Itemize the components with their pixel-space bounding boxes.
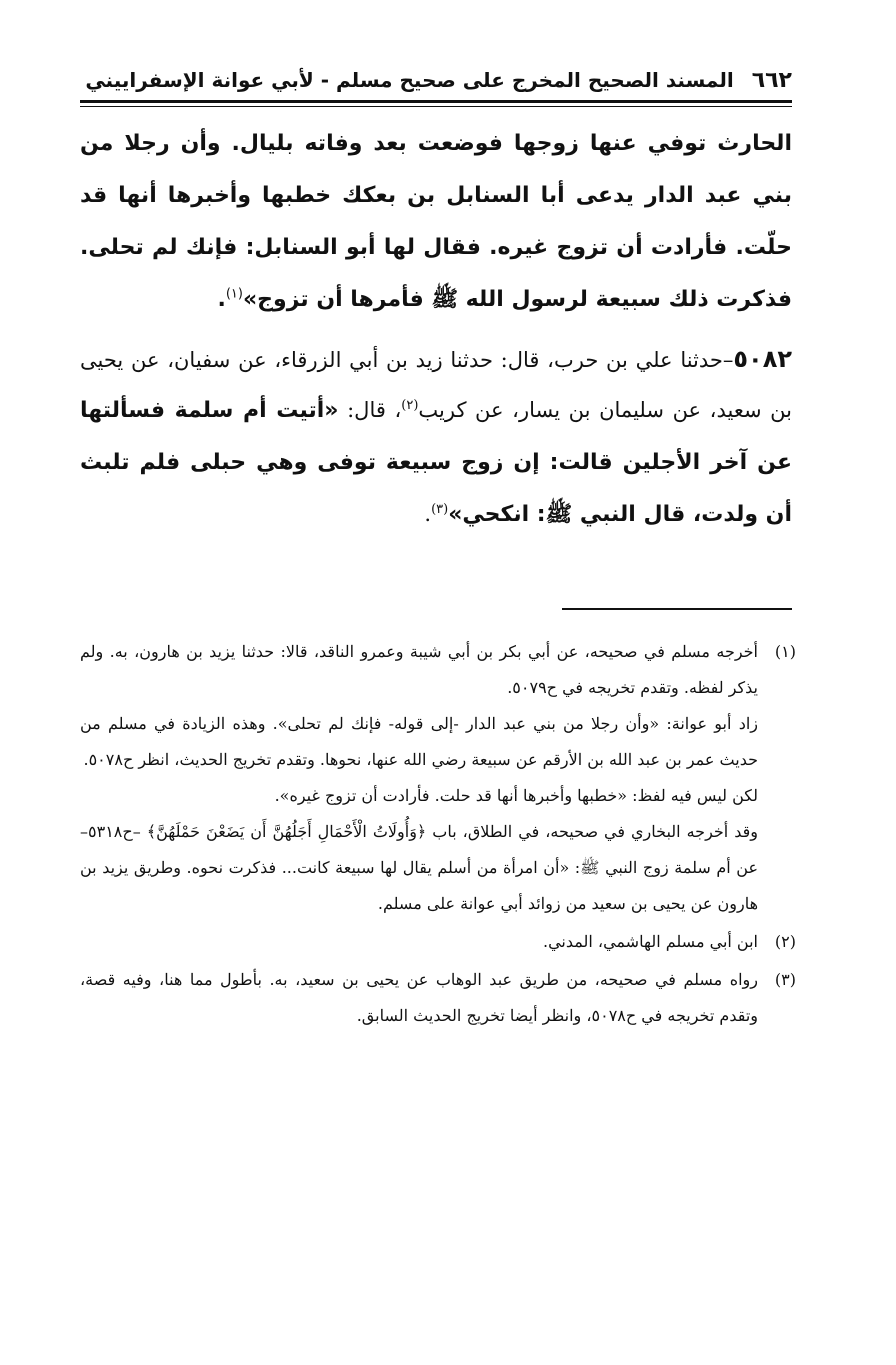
- footnote-ref-1: (١): [225, 286, 243, 302]
- footnote-body: [80, 924, 758, 960]
- footnote-paragraph: رواه مسلم في صحيحه، من طريق عبد الوهاب عن يحيى بن سعيد، به. بأطول مما هنا، وفيه قصة، وتقدم تخريجه في ح٥٠٧٨، وانظر أيضا تخريج الحديث السابق.: [80, 970, 759, 1025]
- footnote-number: (١): [774, 642, 796, 661]
- footnote-number: (٢): [774, 932, 796, 951]
- footnote-ref-3: (٣): [431, 502, 449, 517]
- footnote-separator: [562, 608, 792, 610]
- footnote-paragraph: لكن ليس فيه لفظ: «خطبها وأخبرها أنها قد حلت. فأرادت أن تزوج غيره».: [274, 786, 758, 805]
- footnote-paragraph: زاد أبو عوانة: «وأن رجلا من بني عبد الدار -إلى قوله- فإنك لم تحلى». وهذه الزيادة في مسلم من حديث عمر بن عبد الله بن الأرقم عن سبيعة رضي الله عنها، نحوها. وتقدم تخريج الحديث، انظر ح٥٠٧٨.: [80, 714, 758, 769]
- book-title: المسند الصحيح المخرج على صحيح مسلم - لأبي عوانة الإسفراييني: [85, 68, 734, 92]
- continuation-text: الحارث توفي عنها زوجها فوضعت بعد وفاته بليال. وأن رجلا من بني عبد الدار يدعى أبا السنابل بن بعكك خطبها وأخبرها أنها قد حلّت. فأرادت أن تزوج غيره. فقال لها أبو السنابل: فإنك لم تحلى. فذكرت ذلك سبيعة لرسول الله ﷺ فأمرها أن تزوج»: [80, 131, 792, 312]
- continuation-end: .: [217, 287, 226, 312]
- continuation-paragraph: [80, 118, 792, 326]
- main-text: [80, 118, 792, 541]
- footnote-ref-2: (٢): [401, 398, 419, 413]
- hadith-number: ٥٠٨٢: [733, 345, 792, 373]
- footnote-paragraph: وقد أخرجه البخاري في صحيحه، في الطلاق، باب ﴿وَأُولَاتُ الْأَحْمَالِ أَجَلُهُنَّ أَن يَضَعْنَ حَمْلَهُنَّ﴾ –ح٥٣١٨– عن أم سلمة زوج النبي ﷺ: «أن امرأة من أسلم يقال لها سبيعة كانت... فذكرت نحوه. وطريق يزيد بن هارون عن يحيى بن سعيد من زوائد أبي عوانة على مسلم.: [80, 822, 758, 913]
- page-number: ٦٦٢: [751, 67, 792, 93]
- hadith-matn-end: .: [424, 502, 432, 526]
- running-header: [82, 60, 792, 100]
- footnote-body: [80, 634, 758, 922]
- hadith-isnad-end: ، قال:: [347, 398, 402, 422]
- footnote-3: [80, 962, 796, 1034]
- hadith-matn: «أتيت أم سلمة فسألتها عن آخر الأجلين قالت: إن زوج سبيعة توفى وهي حبلى فلم تلبث أن ولدت، قال النبي ﷺ: انكحي»: [80, 398, 792, 527]
- footnote-paragraph: ابن أبي مسلم الهاشمي، المدني.: [542, 932, 758, 951]
- footnote-2: [80, 924, 796, 960]
- hadith-isnad: –حدثنا علي بن حرب، قال: حدثنا زيد بن أبي الزرقاء، عن سفيان، عن يحيى بن سعيد، عن سليمان بن يسار، عن كريب: [80, 348, 792, 422]
- footnote-paragraph: أخرجه مسلم في صحيحه، عن أبي بكر بن أبي شيبة وعمرو الناقد، قالا: حدثنا يزيد بن هارون، به. ولم يذكر لفظه. وتقدم تخريجه في ح٥٠٧٩.: [80, 642, 758, 697]
- footnote-1: [80, 634, 796, 922]
- header-rule-thin: [80, 106, 792, 107]
- hadith-paragraph: [80, 334, 792, 541]
- footnote-number: (٣): [774, 970, 796, 989]
- header-rule: [80, 100, 792, 103]
- footnotes: [80, 634, 796, 1036]
- footnote-body: [80, 962, 758, 1034]
